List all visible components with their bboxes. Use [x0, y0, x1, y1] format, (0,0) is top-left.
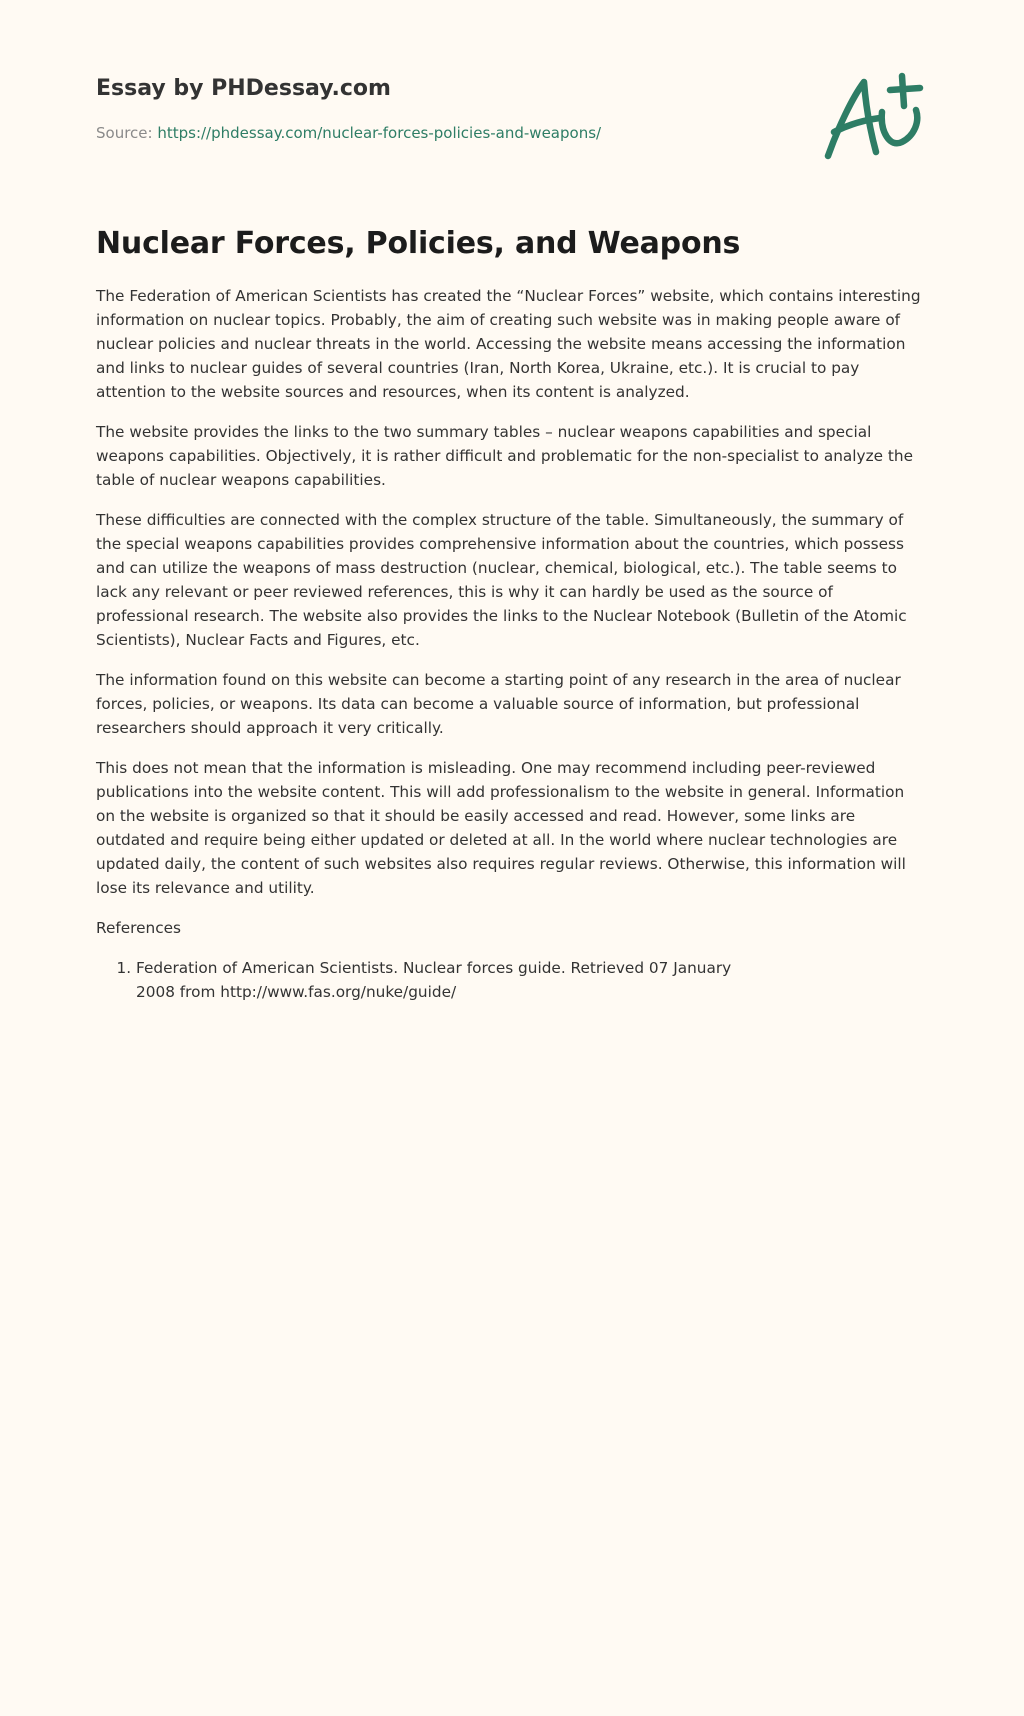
essay-body — [96, 284, 928, 1004]
page-header — [96, 0, 928, 210]
source-line — [96, 124, 601, 142]
essay-page — [96, 0, 928, 1001]
references-heading: References — [96, 919, 181, 937]
reference-item: 1. Federation of American Scientists. Nuclear forces guide. Retrieved 07 January 2008 from http://www.fas.org/nuke/guide/ — [136, 956, 736, 1004]
references-list — [96, 956, 736, 1004]
source-label: Source: — [96, 124, 158, 142]
essay-paragraph: This does not mean that the information is misleading. One may recommend including peer-reviewed publications into the website content. This will add professionalism to the website in general. Information on the website is organized so that it should be easily accessed and read. However, some links are outdated and require being either updated or deleted at all. In the world where nuclear technologies are updated daily, the content of such websites also requires regular reviews. Otherwise, this information will lose its relevance and utility. — [96, 759, 906, 897]
brand-title: Essay by PHDessay.com — [96, 76, 391, 101]
essay-paragraph: The information found on this website can become a starting point of any research in the area of nuclear forces, policies, or weapons. Its data can become a valuable source of information, but professional researchers should approach it very critically. — [96, 671, 901, 737]
essay-paragraph: The website provides the links to the two summary tables – nuclear weapons capabilities and special weapons capabilities. Objectively, it is rather difficult and problematic for the non-specialist to analyze the table of nuclear weapons capabilities. — [96, 423, 913, 489]
page-title: Nuclear Forces, Policies, and Weapons — [96, 226, 741, 261]
essay-paragraph: These difficulties are connected with the complex structure of the table. Simultaneously, the summary of the special weapons capabilities provides comprehensive information about the countries, which possess and can utilize the weapons of mass destruction (nuclear, chemical, biological, etc.). The table seems to lack any relevant or peer reviewed references, this is why it can hardly be used as the source of professional research. The website also provides the links to the Nuclear Notebook (Bulletin of the Atomic Scientists), Nuclear Facts and Figures, etc. — [96, 511, 907, 649]
essay-paragraph: The Federation of American Scientists has created the “Nuclear Forces” website, which contains interesting information on nuclear topics. Probably, the aim of creating such website was in making people aware of nuclear policies and nuclear threats in the world. Accessing the website means accessing the information and links to nuclear guides of several countries (Iran, North Korea, Ukraine, etc.). It is crucial to pay attention to the website sources and resources, when its content is analyzed. — [96, 287, 921, 401]
source-link[interactable]: https://phdessay.com/nuclear-forces-policies-and-weapons/ — [157, 124, 602, 142]
a-plus-logo-icon — [820, 68, 926, 166]
